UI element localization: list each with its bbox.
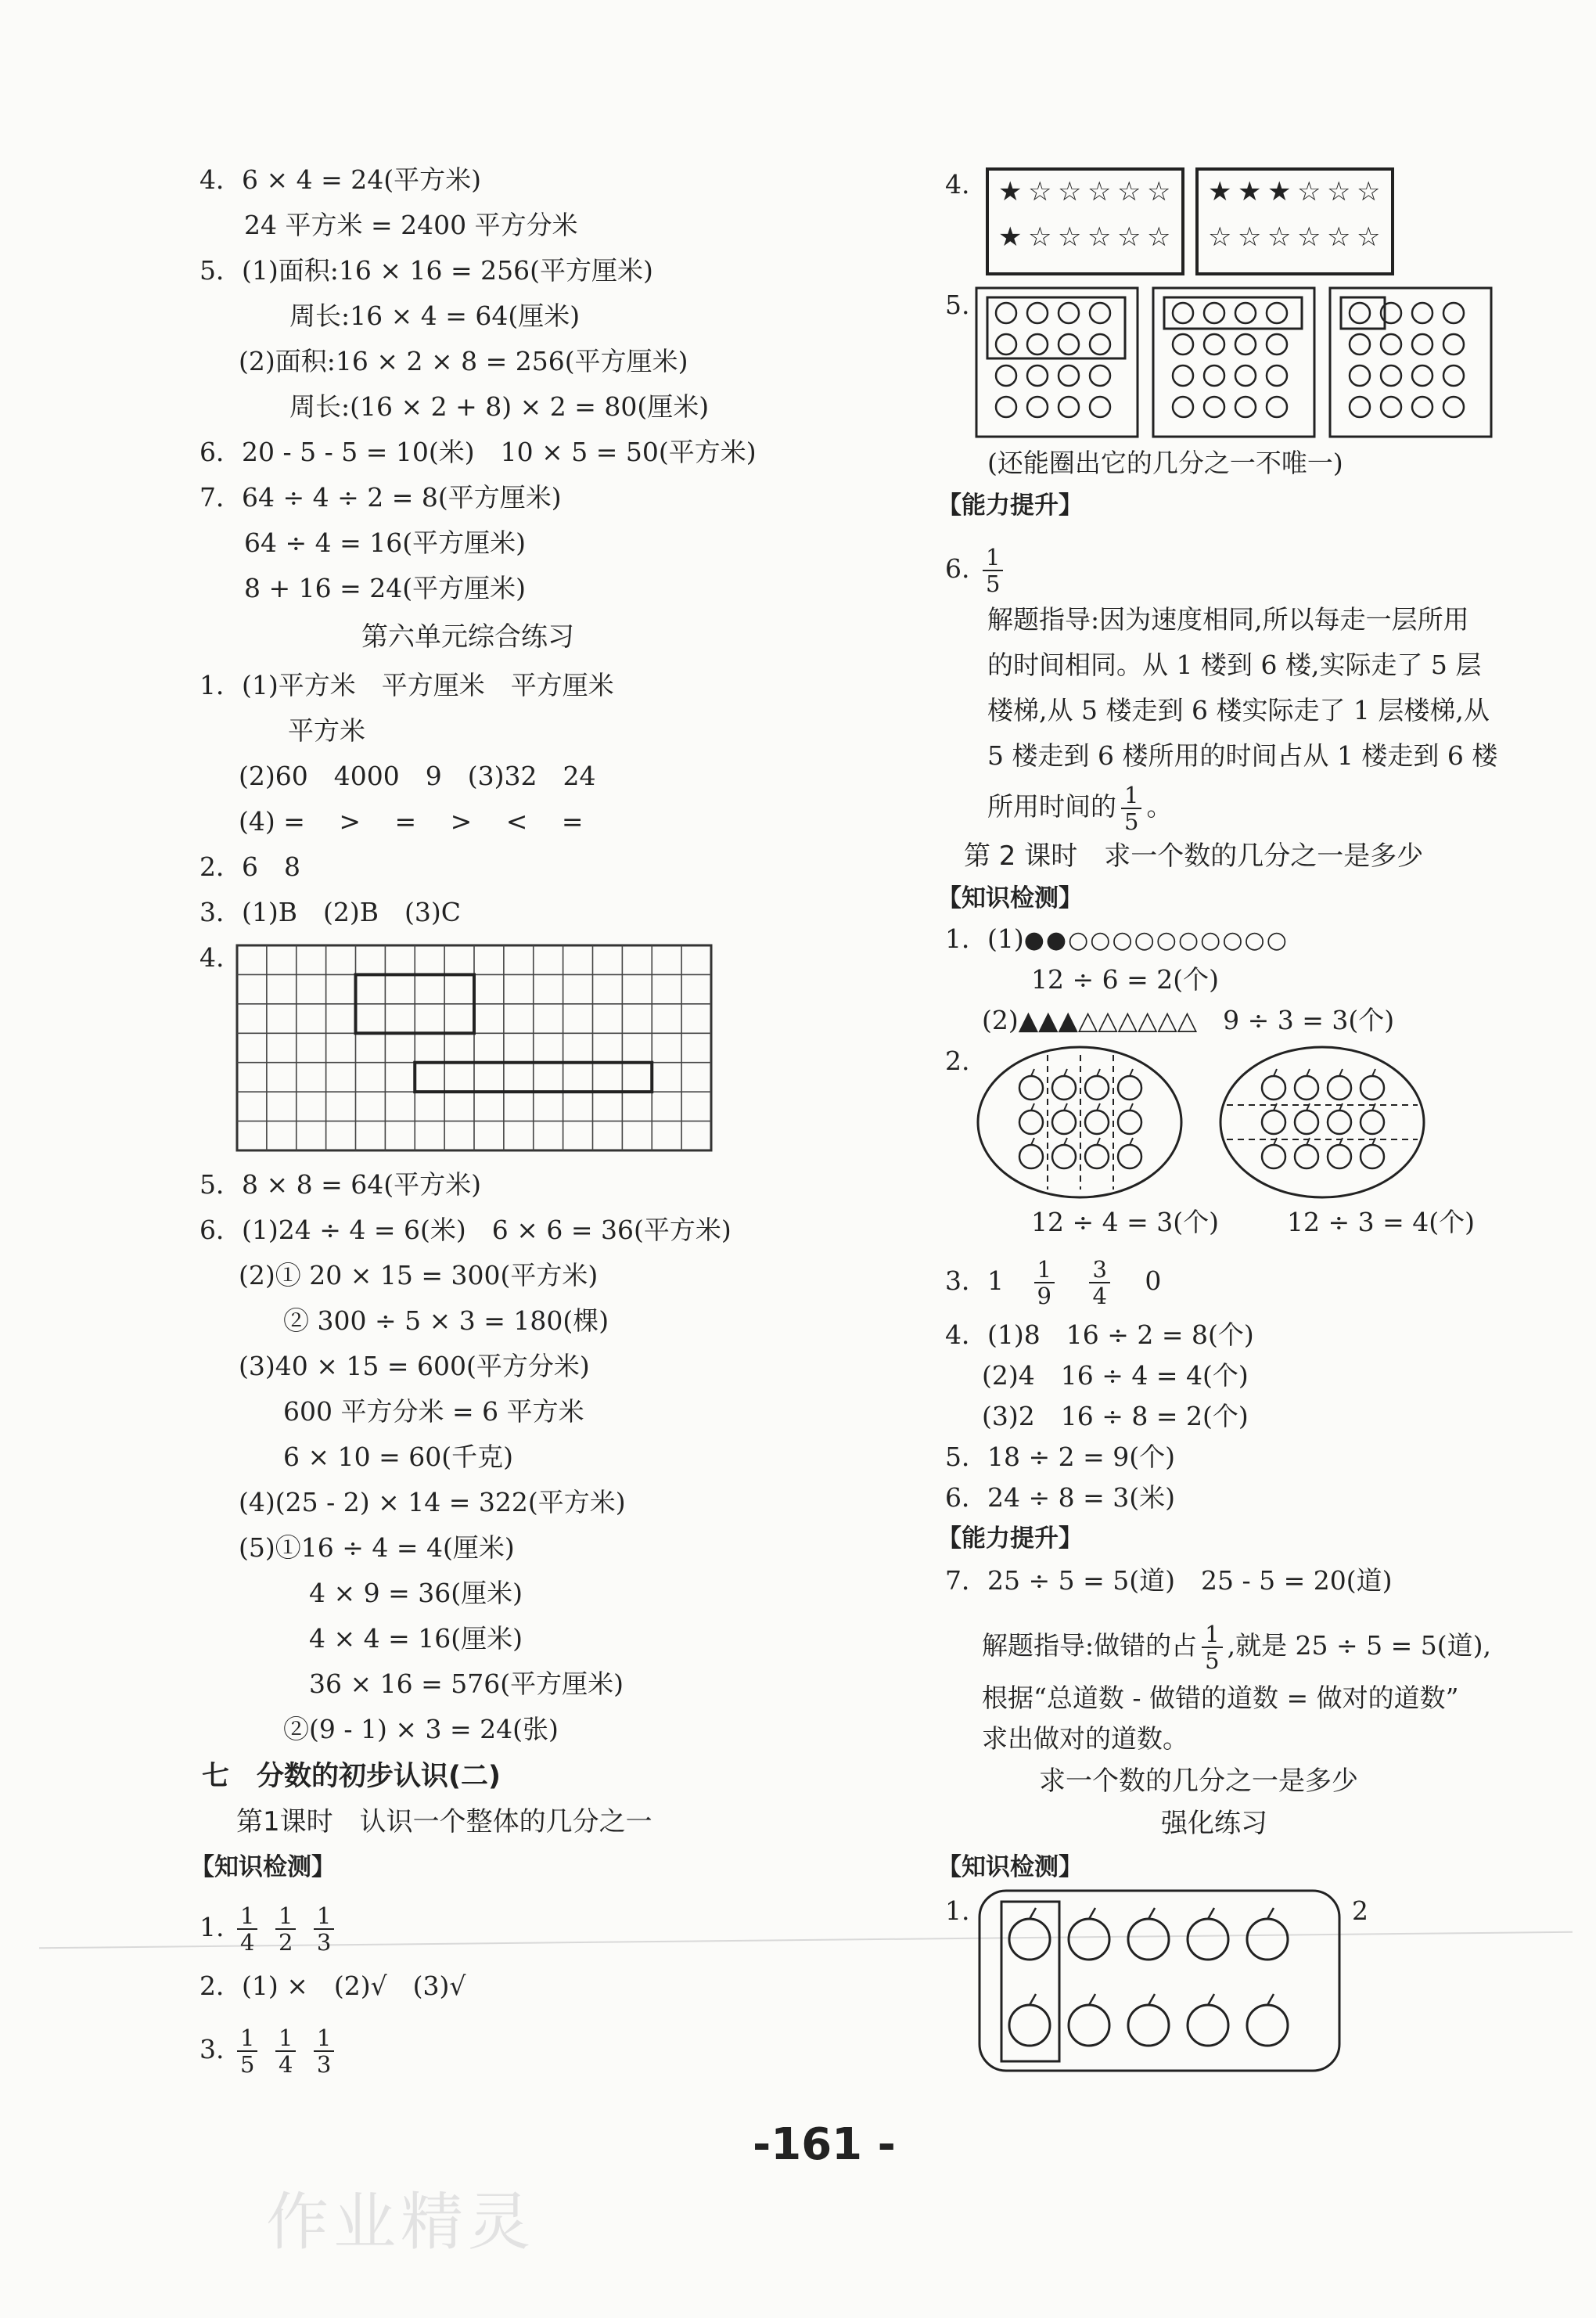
left-line: (4) = > = > < = <box>239 806 584 837</box>
apple-icon <box>1328 1145 1351 1168</box>
apple-icon <box>1019 1076 1043 1100</box>
circle-icon <box>1173 397 1193 417</box>
apple-box <box>978 1888 1346 2075</box>
circle-icon <box>1204 334 1224 355</box>
section-label: 【能力提升】 <box>937 1524 1083 1553</box>
apple-stem <box>1339 1069 1343 1076</box>
lesson-title: 第1课时 认识一个整体的几分之一 <box>236 1806 652 1837</box>
left-line: 600 平方分米 = 6 平方米 <box>283 1396 584 1427</box>
apple-stem <box>1130 1069 1133 1076</box>
circle-icon <box>1090 397 1110 417</box>
star-icon: ☆ <box>1357 176 1381 207</box>
circle-icon <box>1173 303 1193 323</box>
fraction: $\frac{1}{3}$ <box>314 1903 334 1955</box>
watermark: 作业精灵 <box>266 2186 535 2259</box>
selection-ring <box>1341 297 1385 329</box>
apple-icon <box>1069 2005 1109 2046</box>
right-line: 12 ÷ 3 = 4(个) <box>1287 1207 1475 1237</box>
apple-stem <box>1031 1103 1034 1110</box>
right-line: 4. <box>945 169 970 200</box>
star-icon: ☆ <box>1327 176 1351 207</box>
apple-icon <box>1188 1919 1228 1960</box>
circle-icon <box>1059 365 1079 386</box>
apple-icon <box>1085 1110 1109 1134</box>
section-label: 【能力提升】 <box>937 491 1083 520</box>
apple-icon <box>1295 1145 1318 1168</box>
apple-icon <box>1052 1076 1076 1100</box>
chapter-title: 七 分数的初步认识(二) <box>202 1761 501 1792</box>
left-line: 24 平方米 = 2400 平方分米 <box>244 210 578 240</box>
fraction: $\frac{1}{4}$ <box>275 2025 296 2077</box>
fraction: $\frac{3}{4}$ <box>1089 1257 1109 1308</box>
circle-icon <box>1027 334 1048 355</box>
selection-ring <box>987 297 1125 358</box>
circle-icon <box>1412 334 1432 355</box>
hint-line: 5 楼走到 6 楼所用的时间占从 1 楼走到 6 楼 <box>987 740 1498 771</box>
apple-icon <box>1295 1110 1318 1134</box>
circle-icon <box>1235 397 1256 417</box>
right-line: 6．24 ÷ 8 = 3(米) <box>945 1482 1175 1513</box>
circle-icon <box>1173 365 1193 386</box>
left-line: 周长:16 × 4 = 64(厘米) <box>289 301 581 331</box>
left-line: 周长:(16 × 2 + 8) × 2 = 80(厘米) <box>289 391 710 422</box>
apple-stem <box>1030 1994 1036 2005</box>
star-icon: ☆ <box>1028 176 1052 207</box>
circle-icon <box>1027 303 1048 323</box>
fraction: $\frac{1}{5}$ <box>983 545 1003 596</box>
left-line: (3)40 × 15 = 600(平方分米) <box>239 1351 590 1381</box>
section-label: 【知识检测】 <box>937 884 1083 912</box>
apple-icon <box>1247 1919 1288 1960</box>
circle-grids <box>976 288 1493 437</box>
left-line: 平方米 <box>288 715 365 746</box>
selection-ring <box>1001 1902 1059 2061</box>
hint-line: 根据“总道数 - 做错的道数 = 做对的道数” <box>982 1683 1459 1713</box>
right-r3: 3．1 $\frac{1}{9}$ $\frac{3}{4}$ 0 <box>945 1256 1162 1309</box>
apple-stem <box>1307 1069 1310 1076</box>
star-icon: ☆ <box>1327 221 1351 253</box>
left-line: 5．8 × 8 = 64(平方米) <box>200 1169 481 1200</box>
hint-line: 求出做对的道数。 <box>982 1723 1188 1754</box>
apple-icon <box>1118 1110 1141 1134</box>
apple-stem <box>1372 1069 1375 1076</box>
star-boxes <box>987 167 1394 277</box>
left-line: 8 + 16 = 24(平方厘米) <box>244 573 526 603</box>
circle-icon <box>1381 365 1401 386</box>
fraction: $\frac{1}{2}$ <box>275 1903 296 1955</box>
left-line: (2)面积:16 × 2 × 8 = 256(平方厘米) <box>239 346 688 376</box>
apple-icon <box>1052 1110 1076 1134</box>
right-line: (2)▲▲▲△△△△△△ 9 ÷ 3 = 3(个) <box>982 1005 1395 1035</box>
strength-title: 求一个数的几分之一是多少 <box>1039 1765 1358 1797</box>
fraction: $\frac{1}{5}$ <box>237 2025 257 2077</box>
left-line: 64 ÷ 4 = 16(平方厘米) <box>244 527 526 558</box>
apple-icon <box>1128 1919 1169 1960</box>
apple-stem <box>1274 1069 1277 1076</box>
circle-icon <box>1412 303 1432 323</box>
left-line: 1．(1)平方米 平方厘米 平方厘米 <box>200 670 614 700</box>
right-line: 2. <box>945 1046 970 1076</box>
circle-icon <box>1204 365 1224 386</box>
right-line: 4．(1)8 16 ÷ 2 = 8(个) <box>945 1319 1254 1350</box>
circle-icon <box>1267 334 1287 355</box>
area-grid <box>237 945 711 1150</box>
apple-icon <box>1188 2005 1228 2046</box>
left-line: 6．(1)24 ÷ 4 = 6(米) 6 × 6 = 36(平方米) <box>200 1215 732 1245</box>
apple-icon <box>1009 2005 1050 2046</box>
left-line: 7．64 ÷ 4 ÷ 2 = 8(平方厘米) <box>200 482 562 513</box>
apple-stem <box>1208 1908 1214 1919</box>
left-line: 4．6 × 4 = 24(平方米) <box>200 164 481 195</box>
circle-icon <box>1267 365 1287 386</box>
star-icon: ☆ <box>1117 221 1141 253</box>
apple-icon <box>1085 1145 1109 1168</box>
hint-line: 解题指导:因为速度相同,所以每走一层所用 <box>987 604 1469 635</box>
unit-title: 第六单元综合练习 <box>361 621 574 653</box>
apple-stem <box>1148 1908 1155 1919</box>
right-q6 <box>945 545 1008 596</box>
circle-icon <box>996 303 1016 323</box>
circle-icon <box>996 334 1016 355</box>
apple-icon <box>1128 2005 1169 2046</box>
circle-icon <box>1267 303 1287 323</box>
hint-line: 的时间相同。从 1 楼到 6 楼,实际走了 5 层 <box>987 650 1482 680</box>
circle-icon <box>1350 303 1370 323</box>
star-icon: ☆ <box>1058 176 1082 207</box>
circle-icon <box>1204 397 1224 417</box>
left-q1 <box>200 1903 339 1955</box>
right-line: (3)2 16 ÷ 8 = 2(个) <box>982 1401 1249 1431</box>
apple-stem <box>1267 1908 1274 1919</box>
apple-icon <box>1118 1145 1141 1168</box>
circle-icon <box>1059 334 1079 355</box>
circle-icon <box>996 365 1016 386</box>
apple-icon <box>1019 1110 1043 1134</box>
circle-icon <box>1412 365 1432 386</box>
circle-icon <box>1443 334 1464 355</box>
q-number: 3. <box>200 2034 225 2064</box>
star-icon: ★ <box>998 176 1023 207</box>
star-icon: ☆ <box>1087 176 1112 207</box>
right-line: 12 ÷ 6 = 2(个) <box>1031 964 1219 995</box>
star-icon: ☆ <box>1208 221 1232 253</box>
left-q3 <box>200 2025 339 2077</box>
left-line: (4)(25 - 2) × 14 = 322(平方米) <box>239 1487 626 1517</box>
star-icon: ★ <box>1267 176 1292 207</box>
left-line: 3．(1)B (2)B (3)C <box>200 897 461 927</box>
apple-icon <box>1247 2005 1288 2046</box>
circle-icon <box>1350 365 1370 386</box>
circle-icon <box>996 397 1016 417</box>
left-line: 4 × 4 = 16(厘米) <box>309 1623 523 1654</box>
left-line: 2．(1) × (2)√ (3)√ <box>200 1971 466 2001</box>
left-line: 36 × 16 = 576(平方厘米) <box>309 1668 624 1699</box>
apple-stem <box>1031 1138 1034 1145</box>
circle-icon <box>1027 397 1048 417</box>
right-line: 5．18 ÷ 2 = 9(个) <box>945 1442 1175 1472</box>
left-line: (2)60 4000 9 (3)32 24 <box>239 761 596 791</box>
star-icon: ☆ <box>1238 221 1262 253</box>
star-icon: ☆ <box>1117 176 1141 207</box>
apple-stem <box>1267 1994 1274 2005</box>
q-number: 6. <box>945 553 970 584</box>
apple-icon <box>1328 1076 1351 1100</box>
q-number: 1. <box>200 1912 225 1942</box>
circle-icon <box>1443 365 1464 386</box>
left-line: ②(9 - 1) × 3 = 24(张) <box>283 1714 559 1744</box>
apple-icon <box>1069 1919 1109 1960</box>
apple-stem <box>1097 1138 1100 1145</box>
hint-line-frac: 解题指导:做错的占 $\frac{1}{5}$ ,就是 25 ÷ 5 = 5(道), <box>982 1621 1492 1674</box>
left-line: 4 × 9 = 36(厘米) <box>309 1578 523 1608</box>
right-line: (2)4 16 ÷ 4 = 4(个) <box>982 1360 1249 1391</box>
page-number: -161 - <box>753 2119 896 2170</box>
star-icon: ☆ <box>1087 221 1112 253</box>
circle-icon <box>1443 303 1464 323</box>
apple-stem <box>1064 1138 1067 1145</box>
strength-title: 强化练习 <box>1161 1808 1267 1839</box>
star-icon: ☆ <box>1297 176 1321 207</box>
circle-icon <box>1381 397 1401 417</box>
fraction: $\frac{1}{4}$ <box>237 1903 257 1955</box>
circle-icon <box>1059 303 1079 323</box>
section-label: 【知识检测】 <box>937 1853 1083 1881</box>
circle-icon <box>1173 334 1193 355</box>
left-line: 2．6 8 <box>200 851 300 882</box>
lesson-title: 第 2 课时 求一个数的几分之一是多少 <box>964 840 1424 872</box>
star-icon: ★ <box>998 221 1023 253</box>
left-line: 6．20 - 5 - 5 = 10(米) 10 × 5 = 50(平方米) <box>200 437 757 467</box>
right-line: 2 <box>1352 1895 1368 1926</box>
fraction: $\frac{1}{9}$ <box>1034 1257 1055 1308</box>
apple-ellipse <box>1220 1047 1424 1197</box>
apple-stem <box>1031 1069 1034 1076</box>
star-icon: ☆ <box>1297 221 1321 253</box>
circle-icon <box>1350 334 1370 355</box>
apple-stem <box>1089 1908 1095 1919</box>
star-icon: ☆ <box>1147 176 1171 207</box>
star-icon: ☆ <box>1147 221 1171 253</box>
circle-icon <box>1235 365 1256 386</box>
circle-icon <box>1235 334 1256 355</box>
section-label: 【知识检测】 <box>190 1853 336 1881</box>
apple-icon <box>1361 1110 1384 1134</box>
apple-icon <box>1262 1145 1285 1168</box>
fraction: $\frac{1}{5}$ <box>1202 1622 1222 1673</box>
apple-stem <box>1030 1908 1036 1919</box>
circle-icon <box>1059 397 1079 417</box>
apple-stem <box>1064 1103 1067 1110</box>
circle-icon <box>1090 334 1110 355</box>
left-line: 5．(1)面积:16 × 16 = 256(平方厘米) <box>200 255 653 286</box>
circle-icon <box>1204 303 1224 323</box>
apple-icon <box>1118 1076 1141 1100</box>
hint-line: 楼梯,从 5 楼走到 6 楼实际走了 1 层楼梯,从 <box>987 695 1490 725</box>
star-icon: ★ <box>1238 176 1262 207</box>
apple-icon <box>1009 1919 1050 1960</box>
circle-row: ●●○○○○○○○○○○ <box>1023 927 1289 954</box>
apple-stem <box>1097 1069 1100 1076</box>
left-line: (2)① 20 × 15 = 300(平方米) <box>239 1260 598 1290</box>
fraction: $\frac{1}{5}$ <box>1121 783 1141 834</box>
apple-icon <box>1052 1145 1076 1168</box>
apple-stem <box>1089 1994 1095 2005</box>
star-icon: ★ <box>1208 176 1232 207</box>
apple-icon <box>1361 1145 1384 1168</box>
left-line: (5)①16 ÷ 4 = 4(厘米) <box>239 1532 515 1563</box>
circle-icon <box>1235 303 1256 323</box>
star-icon: ☆ <box>1357 221 1381 253</box>
circle-icon <box>1267 397 1287 417</box>
fraction: $\frac{1}{3}$ <box>314 2025 334 2077</box>
left-line: ② 300 ÷ 5 × 3 = 180(棵) <box>283 1305 609 1336</box>
left-line: 6 × 10 = 60(千克) <box>283 1442 513 1472</box>
right-line: 1. <box>945 1895 970 1926</box>
apple-stem <box>1130 1103 1133 1110</box>
apple-groups <box>978 1044 1432 1200</box>
left-line: 4. <box>200 942 225 973</box>
apple-stem <box>1064 1069 1067 1076</box>
apple-icon <box>1328 1110 1351 1134</box>
right-line: (还能圈出它的几分之一不唯一) <box>987 448 1343 478</box>
apple-stem <box>1208 1994 1214 2005</box>
apple-icon <box>1295 1076 1318 1100</box>
apple-icon <box>1019 1145 1043 1168</box>
right-r1: 1．(1)●●○○○○○○○○○○ <box>945 923 1289 954</box>
apple-stem <box>1148 1994 1155 2005</box>
hint-line-frac: 所用时间的 $\frac{1}{5}$ 。 <box>987 782 1173 835</box>
star-icon: ☆ <box>1267 221 1292 253</box>
right-line: 5. <box>945 290 970 320</box>
circle-icon <box>1090 303 1110 323</box>
star-icon: ☆ <box>1058 221 1082 253</box>
circle-icon <box>1412 397 1432 417</box>
circle-icon <box>1027 365 1048 386</box>
apple-icon <box>1262 1110 1285 1134</box>
apple-stem <box>1097 1103 1100 1110</box>
right-line: 7．25 ÷ 5 = 5(道) 25 - 5 = 20(道) <box>945 1565 1393 1596</box>
star-icon: ☆ <box>1028 221 1052 253</box>
circle-icon <box>1443 397 1464 417</box>
circle-icon <box>1381 334 1401 355</box>
apple-icon <box>1262 1076 1285 1100</box>
apple-stem <box>1130 1138 1133 1145</box>
apple-icon <box>1361 1076 1384 1100</box>
circle-icon <box>1350 397 1370 417</box>
apple-icon <box>1085 1076 1109 1100</box>
circle-icon <box>1090 365 1110 386</box>
right-line: 12 ÷ 4 = 3(个) <box>1031 1207 1219 1237</box>
